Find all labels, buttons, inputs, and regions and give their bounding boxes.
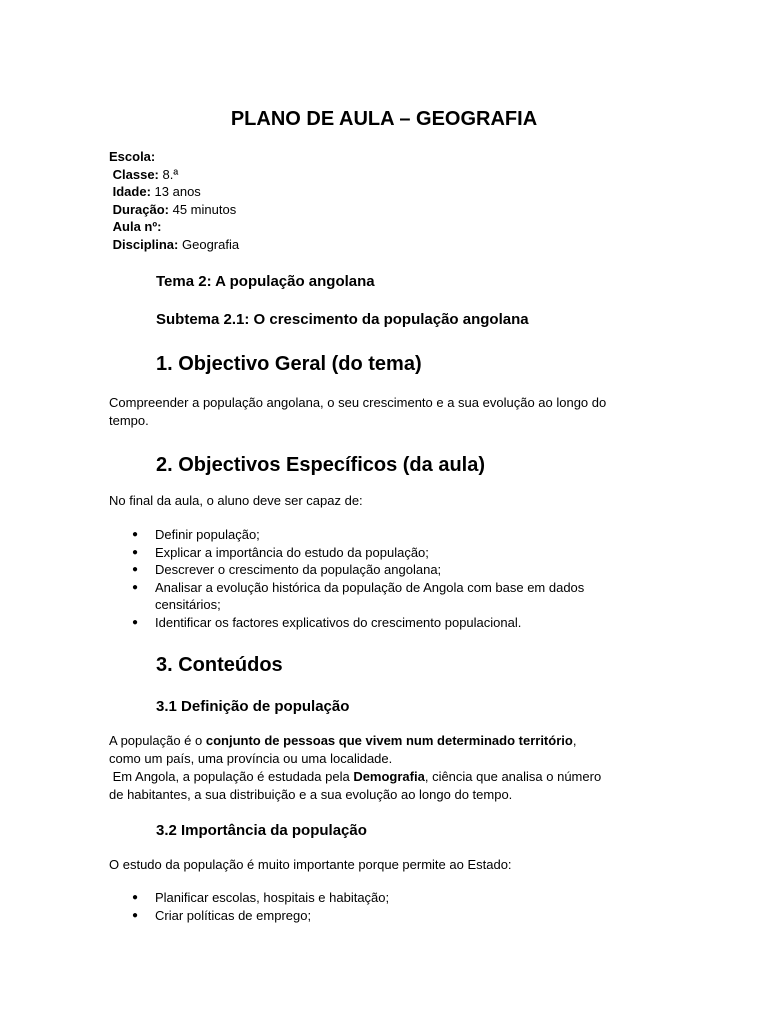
bullet-icon: ● [132,564,139,576]
idade-label: Idade: [112,184,151,200]
paragraph-line: como um país, uma província ou uma localidade. [109,751,393,766]
section1-heading: 1. Objectivo Geral (do tema) [156,353,422,375]
list-item-text: Planificar escolas, hospitais e habitação; [155,890,390,905]
disciplina-value: Geografia [182,236,240,252]
duracao-row [109,201,239,219]
bullet-icon: ● [132,581,139,593]
paragraph-line: de habitantes, a sua distribuição e a sua evolução ao longo do tempo. [109,787,513,802]
list-item-text: Analisar a evolução histórica da população de Angola com base em dados [155,579,585,595]
text-run: , ciência que analisa o número [424,769,602,784]
subtema-heading: Subtema 2.1: O crescimento da população angolana [156,311,529,328]
list-item-text: censitários; [155,597,221,613]
duracao-label: Duração: [112,201,169,217]
section2-intro: No final da aula, o aluno deve ser capaz de: [109,493,363,508]
section2-heading: 2. Objectivos Específicos (da aula) [156,454,486,476]
disciplina-label: Disciplina: [112,236,179,252]
list-item [109,544,584,562]
bullet-icon: ● [132,892,139,903]
bullet-icon: ● [132,909,139,921]
classe-label: Classe: [112,166,159,182]
section1-text-line: tempo. [109,413,149,428]
list-item-text: Explicar a importância do estudo da população; [155,544,429,560]
idade-value: 13 anos [154,184,201,200]
importance-list [109,889,389,924]
text-run: A população é o [109,733,206,748]
section1-text-line: Compreender a população angolana, o seu crescimento e a sua evolução ao longo do [109,395,607,410]
definition-paragraph [109,732,601,804]
aula-row [109,218,239,236]
paragraph-line [109,768,601,786]
list-item [109,579,584,597]
list-item [109,907,389,925]
list-item [109,614,584,632]
list-item [109,889,389,907]
list-item-text: Descrever o crescimento da população angolana; [155,562,442,578]
escola-label: Escola: [109,149,156,164]
lesson-metadata [109,148,239,254]
list-item-text: Criar políticas de emprego; [155,907,312,923]
bold-text-run: Demografia [353,769,425,784]
list-item [109,561,584,579]
list-item [109,526,584,544]
disciplina-row [109,236,239,254]
section1-text [109,394,606,430]
section3-2-heading: 3.2 Importância da população [156,822,367,839]
objectives-list [109,526,584,632]
text-run: , [572,733,577,748]
paragraph-line [109,732,601,750]
list-item-text: Definir população; [155,527,260,542]
idade-row [109,183,239,201]
document-title: PLANO DE AULA – GEOGRAFIA [230,108,538,130]
classe-value: 8.ª [162,166,179,182]
list-item-continuation [109,596,584,614]
classe-row [109,166,239,184]
text-run: Em Angola, a população é estudada pela [112,769,354,784]
section3-2-intro: O estudo da população é muito importante porque permite ao Estado: [109,857,512,872]
bullet-icon: ● [132,529,139,540]
bullet-icon: ● [132,546,139,558]
aula-label: Aula nº: [112,219,162,235]
section3-1-heading: 3.1 Definição de população [156,698,350,715]
tema-heading: Tema 2: A população angolana [156,273,375,290]
list-item-text: Identificar os factores explicativos do crescimento populacional. [155,614,522,630]
bullet-icon: ● [132,616,139,628]
bold-text-run: conjunto de pessoas que vivem num determinado território [205,733,573,748]
duracao-value: 45 minutos [172,201,237,217]
escola-row [109,148,239,166]
section3-heading: 3. Conteúdos [156,654,283,676]
